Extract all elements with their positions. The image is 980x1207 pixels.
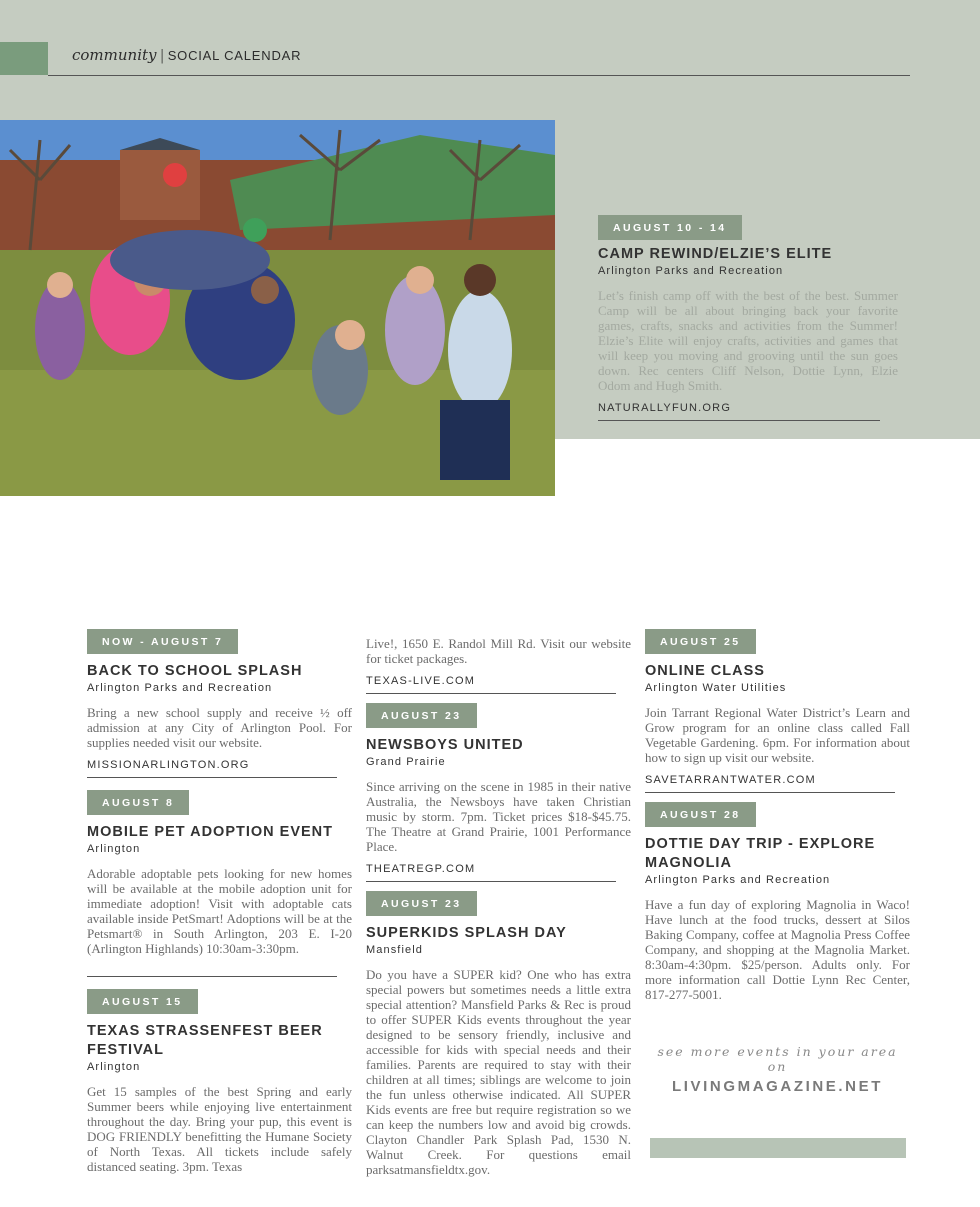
- event-organizer: Mansfield: [366, 944, 423, 956]
- see-more-callout: [645, 1044, 910, 1095]
- event-title: ONLINE CLASS: [645, 663, 765, 679]
- event-pet-adoption: [87, 790, 352, 977]
- event-newsboys: [366, 703, 631, 882]
- event-online-class: [645, 629, 910, 793]
- event-link[interactable]: NATURALLYFUN.ORG: [598, 402, 732, 414]
- section-title: SOCIAL CALENDAR: [167, 48, 302, 63]
- event-superkids: [366, 891, 631, 1177]
- events-column-3: [645, 629, 910, 1002]
- page-header: [72, 46, 301, 65]
- event-organizer: Arlington Water Utilities: [645, 682, 787, 694]
- event-description: Since arriving on the scene in 1985 in their native Australia, the Newsboys have taken Christian music by storm. 7pm. Ticket prices $18-$45.75. The Theatre at Grand Prairie, 1001 Performance Place.: [366, 779, 631, 854]
- header-divider: |: [160, 47, 164, 64]
- event-link[interactable]: MISSIONARLINGTON.ORG: [87, 759, 250, 771]
- event-description-continued: Live!, 1650 E. Randol Mill Rd. Visit our website for ticket packages.: [366, 636, 631, 666]
- event-organizer: Arlington Parks and Recreation: [645, 874, 831, 886]
- event-description: Join Tarrant Regional Water District’s Learn and Grow program for an online class called Fall Vegetable Gardening. 6pm. For information about how to sign up visit our website.: [645, 705, 910, 765]
- event-title: BACK TO SCHOOL SPLASH: [87, 663, 303, 679]
- events-column-1: [87, 629, 352, 1174]
- event-description: Have a fun day of exploring Magnolia in Waco! Have lunch at the food trucks, dessert at Silos Baking Company, coffee at Magnolia Press Coffee Company, and shopping at the Magnolia Market. 8:30am-4:30pm. $25/person. Adults only. For more information call Dottie Lynn Rec Center, 817-277-5001.: [645, 897, 910, 1002]
- event-title: DOTTIE DAY TRIP - EXPLORE MAGNOLIA: [645, 836, 876, 871]
- footer-bar: [650, 1138, 906, 1158]
- event-date-badge: NOW - AUGUST 7: [87, 629, 238, 654]
- event-description: Do you have a SUPER kid? One who has extra special powers but sometimes needs a little extra special attention? Mansfield Parks & Rec is proud to offer SUPER Kids events throughout the year designed to be sensory friendly, inclusive and accessible for kids with special needs and their families. Parents are required to stay with their children at all times; siblings are welcome to join the fun unless otherwise indicated. All SUPER Kids events are free but require registration so we can keep the numbers low and avoid big crowds. Clayton Chandler Park Splash Pad, 1530 N. Walnut Creek. For questions email parksatmansfieldtx.gov.: [366, 967, 631, 1177]
- event-organizer: Arlington Parks and Recreation: [598, 265, 784, 277]
- event-link[interactable]: SAVETARRANTWATER.COM: [645, 774, 816, 786]
- header-rule: [48, 75, 910, 76]
- event-divider: [598, 420, 880, 421]
- section-tab: [0, 42, 48, 75]
- event-title: MOBILE PET ADOPTION EVENT: [87, 824, 334, 840]
- event-date-badge: AUGUST 25: [645, 629, 756, 654]
- event-organizer: Arlington Parks and Recreation: [87, 682, 273, 694]
- event-description: Adorable adoptable pets looking for new homes will be available at the mobile adoption unit for immediate adoption! Visit with adoptable cats available inside PetSmart! Adoptions will be at the Petsmart® in South Arlington, 203 E. I-20 (Arlington Highlands) 10:30am-3:30pm.: [87, 866, 352, 956]
- event-strassenfest: [87, 989, 352, 1174]
- website-link[interactable]: LIVINGMAGAZINE.NET: [672, 1078, 883, 1095]
- event-date-badge: AUGUST 28: [645, 802, 756, 827]
- event-date-badge: AUGUST 8: [87, 790, 189, 815]
- event-organizer: Arlington: [87, 843, 141, 855]
- event-back-to-school: [87, 629, 352, 778]
- event-organizer: Grand Prairie: [366, 756, 446, 768]
- event-strassenfest-continued: [366, 636, 631, 694]
- section-word: community: [72, 46, 157, 64]
- featured-event: [598, 215, 898, 421]
- event-organizer: Arlington: [87, 1061, 141, 1073]
- event-title: NEWSBOYS UNITED: [366, 737, 524, 753]
- event-date-badge: AUGUST 23: [366, 891, 477, 916]
- camp-photo: [0, 120, 555, 496]
- event-description: Bring a new school supply and receive ½ off admission at any City of Arlington Pool. For supplies needed visit our website.: [87, 705, 352, 750]
- event-description: Get 15 samples of the best Spring and early Summer beers while enjoying live entertainment throughout the day. Bring your pup, this event is DOG FRIENDLY benefitting the Humane Society of North Texas. All tickets include safely distanced seating. 3pm. Texas: [87, 1084, 352, 1174]
- event-date-badge: AUGUST 10 - 14: [598, 215, 742, 240]
- event-link[interactable]: TEXAS-LIVE.COM: [366, 675, 476, 687]
- event-title: SUPERKIDS SPLASH DAY: [366, 925, 567, 941]
- event-link[interactable]: THEATREGP.COM: [366, 863, 476, 875]
- event-date-badge: AUGUST 23: [366, 703, 477, 728]
- event-dottie-day-trip: [645, 802, 910, 1002]
- see-more-text: see more events in your area on: [657, 1044, 898, 1074]
- event-title: TEXAS STRASSENFEST BEER FESTIVAL: [87, 1023, 323, 1058]
- events-column-2: [366, 636, 631, 1177]
- event-title: CAMP REWIND/ELZIE’S ELITE: [598, 246, 833, 262]
- event-description: Let’s finish camp off with the best of the best. Summer Camp will be all about bringing back your favorite games, crafts, snacks and activities from the Summer! Elzie’s Elite will enjoy crafts, activities and games that will keep you moving and grooving until the sun goes down. Rec centers Cliff Nelson, Dottie Lynn, Elzie Odom and Hugh Smith.: [598, 288, 898, 393]
- event-date-badge: AUGUST 15: [87, 989, 198, 1014]
